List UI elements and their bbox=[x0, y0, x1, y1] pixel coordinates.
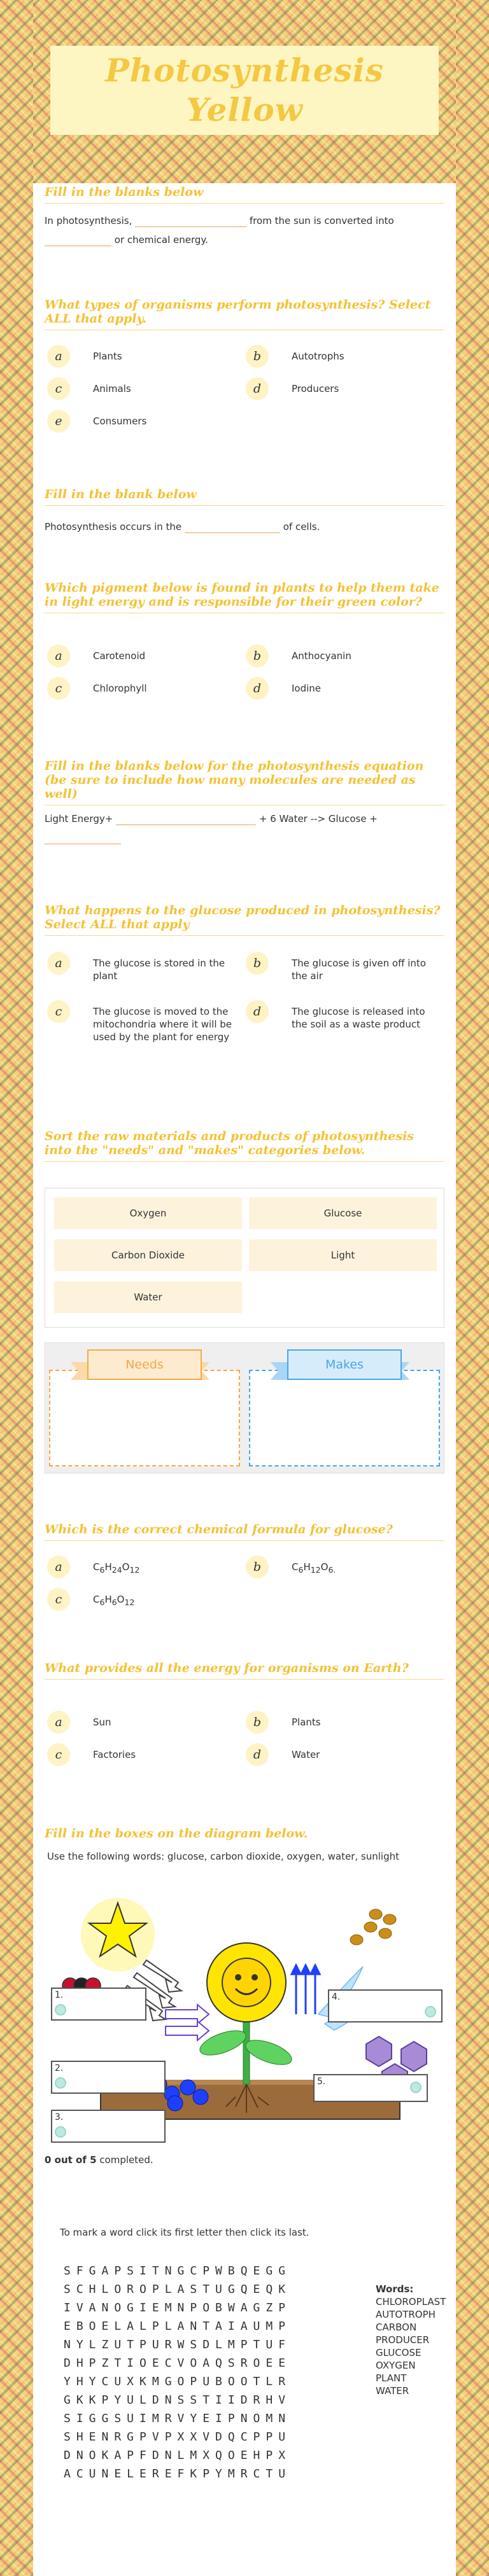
option-label: Factories bbox=[93, 1749, 136, 1760]
wordsearch-row[interactable]: GKKPYULDNSSTIIDRHV bbox=[64, 2393, 292, 2407]
q8-option-c[interactable] bbox=[47, 1593, 134, 1611]
wordsearch-row[interactable]: SFGAPSITNGCPWBQEGG bbox=[64, 2264, 292, 2278]
option-label: $C_6H_6O_{12}$ bbox=[93, 1594, 135, 1607]
diagram-box-number: 1. bbox=[55, 1990, 64, 2000]
option-label: $C_6H_{12}O_{6.}$ bbox=[292, 1561, 336, 1575]
question-10 bbox=[45, 1827, 444, 2183]
option-label: Producers bbox=[292, 383, 339, 394]
page-title bbox=[105, 51, 384, 130]
q6-option-b[interactable] bbox=[246, 957, 437, 982]
word-list-item: PRODUCER bbox=[376, 2334, 430, 2346]
option-label: Carotenoid bbox=[93, 650, 146, 662]
wordsearch-row[interactable]: NYLZUTPURWSDLMPTUF bbox=[64, 2338, 292, 2351]
makes-drop-zone[interactable] bbox=[249, 1370, 440, 1466]
sort-chip-light[interactable]: Light bbox=[249, 1239, 437, 1271]
option-letter-badge: b bbox=[246, 952, 269, 975]
question-3-text bbox=[45, 517, 444, 536]
q4-option-d[interactable] bbox=[246, 682, 321, 700]
question-8 bbox=[45, 1522, 444, 1624]
question-4-title: Which pigment below is found in plants to help them take in light energy and is responsible for their green color? bbox=[45, 581, 444, 613]
q2-option-a[interactable] bbox=[47, 350, 122, 368]
question-5-title: Fill in the blanks below for the photosynthesis equation (be sure to include how many molecules are needed as well) bbox=[45, 759, 444, 805]
diagram-box-number: 4. bbox=[332, 1992, 341, 2002]
option-letter-badge: c bbox=[47, 1000, 70, 1023]
question-9 bbox=[45, 1661, 444, 1782]
option-label: The glucose is given off into the air bbox=[292, 957, 426, 982]
option-label: Plants bbox=[292, 1716, 321, 1728]
word-list-item: GLUCOSE bbox=[376, 2347, 422, 2358]
question-5 bbox=[45, 759, 444, 847]
q1-blank-2[interactable] bbox=[45, 235, 111, 246]
option-letter-badge: c bbox=[47, 1588, 70, 1611]
sort-items-area bbox=[45, 1188, 444, 1328]
right-border-pattern bbox=[456, 0, 489, 2576]
option-label: $C_6H_{24}O_{12}$ bbox=[93, 1561, 140, 1575]
q4-option-c[interactable] bbox=[47, 682, 147, 700]
option-letter-badge: d bbox=[246, 377, 269, 400]
worksheet-content bbox=[33, 183, 456, 2576]
diagram-box-dot bbox=[55, 2077, 66, 2089]
option-letter-badge: c bbox=[47, 677, 70, 700]
option-letter-badge: d bbox=[246, 1000, 269, 1023]
diagram-progress bbox=[45, 2154, 153, 2166]
wordsearch-row[interactable]: SHENRGPVPXXVDQCPPU bbox=[64, 2430, 292, 2444]
q2-option-b[interactable] bbox=[246, 350, 344, 368]
question-1-title: Fill in the blanks below bbox=[45, 185, 444, 204]
option-letter-badge: a bbox=[47, 644, 70, 667]
sort-chip-oxygen[interactable]: Oxygen bbox=[54, 1197, 242, 1229]
option-label: The glucose is stored in the plant bbox=[93, 957, 225, 982]
question-10-title: Fill in the boxes on the diagram below. bbox=[45, 1827, 308, 1841]
diagram-box-dot bbox=[55, 2004, 66, 2016]
needs-drop-zone[interactable] bbox=[49, 1370, 240, 1466]
q6-option-a[interactable] bbox=[47, 957, 238, 982]
option-letter-badge: b bbox=[246, 644, 269, 667]
q2-option-d[interactable] bbox=[246, 382, 339, 400]
word-list-item: CARBON bbox=[376, 2322, 417, 2333]
option-label: Sun bbox=[93, 1716, 111, 1728]
sort-buckets bbox=[45, 1342, 444, 1473]
q5-blank-1[interactable] bbox=[116, 814, 256, 825]
question-7 bbox=[45, 1129, 444, 1486]
option-letter-badge: e bbox=[47, 410, 70, 433]
option-letter-badge: b bbox=[246, 1711, 269, 1734]
wordsearch-section bbox=[45, 2227, 444, 2558]
q1-text-part3: or chemical energy. bbox=[114, 234, 208, 246]
sunflower-icon bbox=[207, 1943, 286, 2022]
option-letter-badge: a bbox=[47, 345, 70, 368]
option-label: Consumers bbox=[93, 415, 147, 427]
diagram-box-3[interactable] bbox=[51, 2110, 166, 2143]
question-7-title: Sort the raw materials and products of photosynthesis into the "needs" and "makes" categories below. bbox=[45, 1129, 444, 1162]
option-label: Animals bbox=[93, 383, 131, 394]
option-label: Iodine bbox=[292, 683, 322, 694]
q3-text-part2: of cells. bbox=[283, 521, 320, 533]
wordsearch-row[interactable]: YHYCUXKMGOPUBOOTLR bbox=[64, 2375, 292, 2388]
option-label: The glucose is moved to the mitochondria where it will be used by the plant for energy bbox=[93, 1006, 232, 1043]
progress-count: 0 out of 5 bbox=[45, 2154, 97, 2166]
sort-chip-glucose[interactable]: Glucose bbox=[249, 1197, 437, 1229]
word-list-item: CHLOROPLAST bbox=[376, 2296, 446, 2308]
diagram-box-1[interactable] bbox=[51, 1988, 146, 2021]
q9-option-a[interactable] bbox=[47, 1716, 111, 1734]
word-list-item: OXYGEN bbox=[376, 2360, 416, 2371]
word-list-title: Words: bbox=[376, 2283, 414, 2295]
q5-text-part1: Light Energy+ bbox=[45, 813, 113, 825]
q2-option-c[interactable] bbox=[47, 382, 131, 400]
co2-arrows-icon bbox=[166, 2005, 209, 2040]
question-8-title: Which is the correct chemical formula for glucose? bbox=[45, 1522, 444, 1541]
q5-text-part2: + 6 Water --> Glucose + bbox=[259, 813, 378, 825]
diagram-box-dot bbox=[55, 2126, 66, 2138]
wordsearch-word-list bbox=[376, 2283, 446, 2397]
upward-arrows-icon bbox=[292, 1965, 320, 2014]
wordsearch-row[interactable]: EBOELALPLANTAIAUMP bbox=[64, 2320, 292, 2333]
diagram-box-2[interactable] bbox=[51, 2061, 166, 2094]
question-2 bbox=[45, 298, 444, 444]
q1-blank-1[interactable] bbox=[135, 216, 246, 227]
option-label: Autotrophs bbox=[292, 351, 344, 362]
question-4 bbox=[45, 581, 444, 727]
diagram-box-5[interactable] bbox=[313, 2074, 428, 2102]
option-letter-badge: c bbox=[47, 1743, 70, 1766]
wordsearch-grid[interactable] bbox=[64, 2262, 291, 2483]
progress-suffix: completed. bbox=[99, 2154, 153, 2166]
question-5-text bbox=[45, 809, 444, 847]
q2-option-e[interactable] bbox=[47, 415, 146, 433]
q5-blank-2[interactable] bbox=[45, 833, 121, 844]
option-label: Water bbox=[292, 1749, 320, 1760]
question-6-title: What happens to the glucose produced in photosynthesis? Select ALL that apply bbox=[45, 903, 444, 936]
diagram-box-number: 3. bbox=[55, 2112, 64, 2122]
question-3-title: Fill in the blank below bbox=[45, 487, 444, 506]
q1-text-part2: from the sun is converted into bbox=[249, 215, 394, 226]
option-letter-badge: a bbox=[47, 1556, 70, 1578]
wordsearch-instructions: To mark a word click its first letter then click its last. bbox=[60, 2227, 309, 2238]
diagram-box-number: 2. bbox=[55, 2063, 64, 2073]
q9-option-b[interactable] bbox=[246, 1716, 321, 1734]
option-label: Anthocyanin bbox=[292, 650, 351, 662]
diagram-box-4[interactable] bbox=[328, 1989, 443, 2023]
question-1 bbox=[45, 183, 444, 249]
q9-option-d[interactable] bbox=[246, 1748, 320, 1766]
wordsearch-row[interactable]: SCHLOROPLASTUGQEQK bbox=[64, 2283, 292, 2296]
question-2-title: What types of organisms perform photosynthesis? Select ALL that apply. bbox=[45, 298, 444, 330]
option-letter-badge: b bbox=[246, 345, 269, 368]
page-title-line1: Photosynthesis bbox=[105, 52, 384, 89]
question-1-text bbox=[45, 211, 444, 249]
q8-option-b[interactable] bbox=[246, 1561, 336, 1578]
diagram-box-number: 5. bbox=[317, 2077, 326, 2087]
wordsearch-row[interactable]: ACUNELEREFKPYMRCTU bbox=[64, 2467, 292, 2481]
q6-option-d[interactable] bbox=[246, 1005, 437, 1031]
q4-option-a[interactable] bbox=[47, 650, 145, 667]
q8-option-a[interactable] bbox=[47, 1561, 139, 1578]
glucose-icon bbox=[350, 1909, 396, 1945]
diagram-box-dot bbox=[410, 2082, 422, 2093]
option-label: The glucose is released into the soil as a waste product bbox=[292, 1006, 425, 1030]
makes-label: Makes bbox=[287, 1349, 402, 1380]
q6-option-c[interactable] bbox=[47, 1005, 238, 1043]
option-label: Chlorophyll bbox=[93, 683, 147, 694]
diagram-box-dot bbox=[425, 2006, 436, 2017]
wordsearch-row[interactable]: DHPZTIOECVOAQSROEE bbox=[64, 2357, 292, 2370]
option-letter-badge: d bbox=[246, 677, 269, 700]
wordsearch-row[interactable]: IVANOGIEMNPOBWAGZP bbox=[64, 2301, 292, 2315]
sort-chip-water[interactable]: Water bbox=[54, 1281, 242, 1313]
needs-label: Needs bbox=[87, 1349, 202, 1380]
sort-chip-carbon-dioxide[interactable]: Carbon Dioxide bbox=[54, 1239, 242, 1271]
question-6 bbox=[45, 903, 444, 1094]
question-3 bbox=[45, 487, 444, 536]
q3-blank-1[interactable] bbox=[185, 522, 280, 533]
left-border-pattern bbox=[0, 0, 33, 2576]
title-box bbox=[50, 46, 439, 135]
page-title-line2: Yellow bbox=[186, 91, 303, 129]
q9-option-c[interactable] bbox=[47, 1748, 136, 1766]
option-letter-badge: b bbox=[246, 1556, 269, 1578]
wordsearch-row[interactable]: SIGGSUIMRVYEIPNOMN bbox=[64, 2412, 292, 2425]
option-label: Plants bbox=[93, 351, 122, 362]
sun-icon bbox=[81, 1898, 155, 1972]
wordsearch-row[interactable]: DNOKAPFDNLMXQOEHPX bbox=[64, 2449, 292, 2462]
word-list-item: WATER bbox=[376, 2385, 409, 2397]
word-list-item: AUTOTROPH bbox=[376, 2309, 436, 2320]
question-10-instructions: Use the following words: glucose, carbon dioxide, oxygen, water, sunlight bbox=[47, 1851, 400, 1862]
option-letter-badge: a bbox=[47, 1711, 70, 1734]
word-list-item: PLANT bbox=[376, 2372, 407, 2384]
option-letter-badge: a bbox=[47, 952, 70, 975]
q3-text-part1: Photosynthesis occurs in the bbox=[45, 521, 182, 533]
q1-text-part1: In photosynthesis, bbox=[45, 215, 132, 226]
option-letter-badge: c bbox=[47, 377, 70, 400]
q4-option-b[interactable] bbox=[246, 650, 351, 667]
question-9-title: What provides all the energy for organisms on Earth? bbox=[45, 1661, 444, 1680]
option-letter-badge: d bbox=[246, 1743, 269, 1766]
